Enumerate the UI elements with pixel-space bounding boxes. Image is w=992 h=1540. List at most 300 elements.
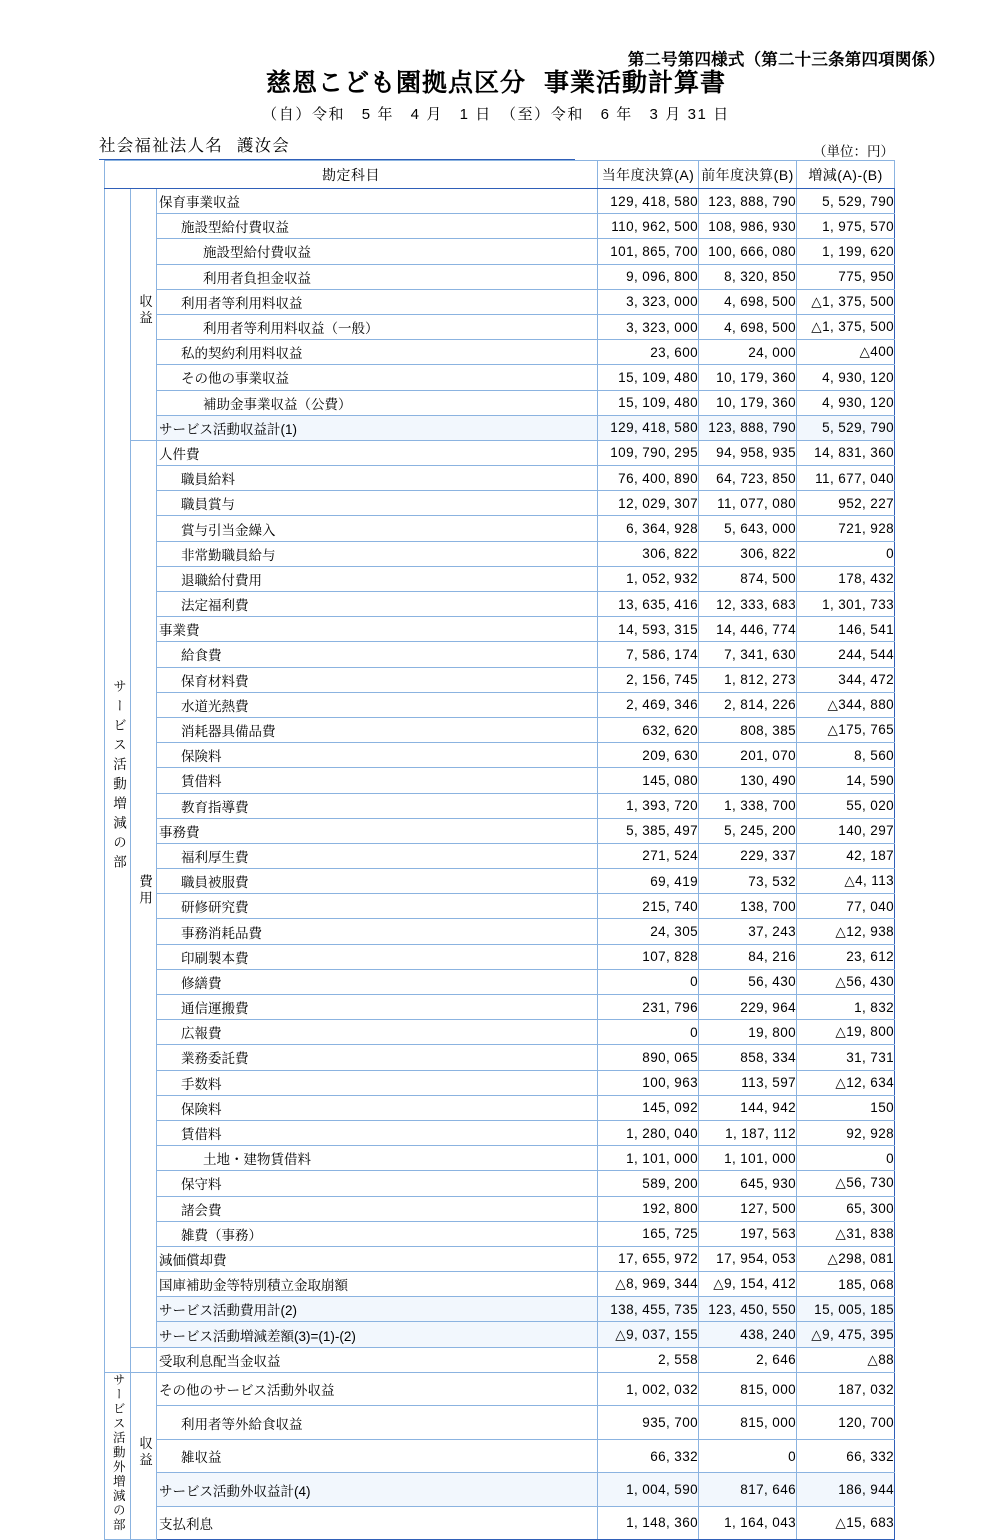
corporation-name: 護汝会 xyxy=(236,137,291,155)
amount-diff: 92, 928 xyxy=(797,1120,895,1145)
account-name: その他のサービス活動外収益 xyxy=(159,1383,335,1399)
account-name: 保険料 xyxy=(181,1101,222,1117)
amount-diff: 150 xyxy=(797,1095,895,1120)
account-name-cell xyxy=(157,692,598,717)
amount-diff: △344, 880 xyxy=(797,692,895,717)
amount-diff: 8, 560 xyxy=(797,743,895,768)
account-name: 事務費 xyxy=(159,824,200,840)
amount-current: 0 xyxy=(598,1020,699,1045)
amount-diff: △9, 475, 395 xyxy=(797,1322,895,1347)
account-name: 事業費 xyxy=(159,623,200,639)
account-name: 利用者等利用料収益 xyxy=(181,295,303,311)
amount-diff: 721, 928 xyxy=(797,516,895,541)
account-name: 利用者等利用料収益（一般） xyxy=(203,321,379,337)
amount-diff: △12, 634 xyxy=(797,1070,895,1095)
amount-diff: △12, 938 xyxy=(797,919,895,944)
table-row xyxy=(105,944,895,969)
account-name-cell xyxy=(157,1322,598,1347)
amount-diff: △19, 800 xyxy=(797,1020,895,1045)
table-row xyxy=(105,1196,895,1221)
amount-current: 69, 419 xyxy=(598,869,699,894)
amount-previous: 2, 646 xyxy=(699,1347,797,1372)
group-label-revenue xyxy=(131,189,157,441)
account-name-cell xyxy=(157,617,598,642)
table-row xyxy=(105,894,895,919)
amount-current: 145, 080 xyxy=(598,768,699,793)
account-name-cell xyxy=(157,869,598,894)
account-name-cell xyxy=(157,440,598,465)
amount-diff: 5, 529, 790 xyxy=(797,415,895,440)
account-name: 国庫補助金等特別積立金取崩額 xyxy=(159,1278,348,1294)
amount-diff: △1, 375, 500 xyxy=(797,314,895,339)
amount-previous: 108, 986, 930 xyxy=(699,214,797,239)
account-name: 水道光熱費 xyxy=(181,698,249,714)
amount-current: 17, 655, 972 xyxy=(598,1246,699,1271)
amount-previous: 24, 000 xyxy=(699,340,797,365)
account-name: サービス活動収益計(1) xyxy=(159,421,297,437)
amount-current: 209, 630 xyxy=(598,743,699,768)
section-label-service-text: サービス活動増減の部 xyxy=(110,679,126,875)
amount-diff: 14, 831, 360 xyxy=(797,440,895,465)
account-name: 人件費 xyxy=(159,446,200,462)
amount-previous: 8, 320, 850 xyxy=(699,264,797,289)
account-name-cell xyxy=(157,491,598,516)
amount-current: 2, 469, 346 xyxy=(598,692,699,717)
amount-current: 0 xyxy=(598,969,699,994)
column-header-current: 当年度決算(A) xyxy=(598,161,699,189)
amount-previous: 874, 500 xyxy=(699,566,797,591)
amount-previous: 123, 450, 550 xyxy=(699,1297,797,1322)
account-name: 職員被服費 xyxy=(181,875,249,891)
amount-current: 12, 029, 307 xyxy=(598,491,699,516)
account-name-cell xyxy=(157,1347,598,1372)
account-name: 雑費（事務） xyxy=(181,1227,262,1243)
column-header-account: 勘定科目 xyxy=(105,161,598,189)
amount-diff: 77, 040 xyxy=(797,894,895,919)
account-name: 福利厚生費 xyxy=(181,849,249,865)
amount-current: 110, 962, 500 xyxy=(598,214,699,239)
amount-previous: 438, 240 xyxy=(699,1322,797,1347)
account-name: 非常勤職員給与 xyxy=(181,547,276,563)
account-name-cell xyxy=(157,516,598,541)
amount-previous: 1, 812, 273 xyxy=(699,667,797,692)
amount-diff: 775, 950 xyxy=(797,264,895,289)
amount-previous: 817, 646 xyxy=(699,1473,797,1506)
amount-previous: 138, 700 xyxy=(699,894,797,919)
amount-current: 13, 635, 416 xyxy=(598,592,699,617)
account-name: 賃借料 xyxy=(181,1127,222,1143)
amount-current: 66, 332 xyxy=(598,1439,699,1472)
table-row xyxy=(105,1473,895,1506)
account-name-cell xyxy=(157,944,598,969)
group-label-revenue-nonservice xyxy=(131,1372,157,1539)
amount-previous: 123, 888, 790 xyxy=(699,415,797,440)
account-name: 事務消耗品費 xyxy=(181,925,262,941)
table-row xyxy=(105,1246,895,1271)
amount-diff: △175, 765 xyxy=(797,717,895,742)
account-name-cell xyxy=(157,541,598,566)
account-name-cell xyxy=(157,995,598,1020)
financial-statement-table-wrap xyxy=(104,160,894,1540)
amount-current: 2, 156, 745 xyxy=(598,667,699,692)
amount-previous: 1, 164, 043 xyxy=(699,1506,797,1539)
account-name: 保守料 xyxy=(181,1177,222,1193)
amount-previous: 17, 954, 053 xyxy=(699,1246,797,1271)
amount-diff: 140, 297 xyxy=(797,818,895,843)
account-name-cell xyxy=(157,1506,598,1539)
table-row xyxy=(105,239,895,264)
table-row xyxy=(105,440,895,465)
amount-diff: △1, 375, 500 xyxy=(797,289,895,314)
unit-note: （単位：円） xyxy=(813,144,894,159)
amount-previous: 645, 930 xyxy=(699,1171,797,1196)
amount-diff: 952, 227 xyxy=(797,491,895,516)
amount-diff: 31, 731 xyxy=(797,1045,895,1070)
amount-current: 76, 400, 890 xyxy=(598,466,699,491)
amount-diff: △56, 430 xyxy=(797,969,895,994)
table-row xyxy=(105,390,895,415)
account-name-cell xyxy=(157,768,598,793)
amount-previous: 808, 385 xyxy=(699,717,797,742)
amount-diff: △298, 081 xyxy=(797,1246,895,1271)
account-name-cell xyxy=(157,667,598,692)
account-name-cell xyxy=(157,1406,598,1439)
column-header-previous: 前年度決算(B) xyxy=(699,161,797,189)
table-row xyxy=(105,667,895,692)
amount-current: 14, 593, 315 xyxy=(598,617,699,642)
amount-previous: 5, 245, 200 xyxy=(699,818,797,843)
account-name: 賃借料 xyxy=(181,774,222,790)
amount-previous: 11, 077, 080 xyxy=(699,491,797,516)
table-row xyxy=(105,1020,895,1045)
amount-current: 1, 004, 590 xyxy=(598,1473,699,1506)
amount-current: 2, 558 xyxy=(598,1347,699,1372)
amount-diff: 187, 032 xyxy=(797,1372,895,1405)
amount-previous: 12, 333, 683 xyxy=(699,592,797,617)
table-row xyxy=(105,214,895,239)
account-name: 印刷製本費 xyxy=(181,950,249,966)
account-name: 補助金事業収益（公費） xyxy=(203,396,352,412)
table-row xyxy=(105,365,895,390)
amount-current: 107, 828 xyxy=(598,944,699,969)
account-name-cell xyxy=(157,365,598,390)
table-row xyxy=(105,995,895,1020)
amount-current: △9, 037, 155 xyxy=(598,1322,699,1347)
table-row xyxy=(105,1347,895,1372)
account-name-cell xyxy=(157,390,598,415)
amount-previous: 4, 698, 500 xyxy=(699,289,797,314)
account-name-cell xyxy=(157,1473,598,1506)
amount-previous: 19, 800 xyxy=(699,1020,797,1045)
amount-current: 100, 963 xyxy=(598,1070,699,1095)
account-name-cell xyxy=(157,843,598,868)
amount-previous: 37, 243 xyxy=(699,919,797,944)
amount-diff: 66, 332 xyxy=(797,1439,895,1472)
account-name: 保育事業収益 xyxy=(159,195,240,211)
account-name-cell xyxy=(157,1439,598,1472)
form-number: 第二号第四様式（第二十三条第四項関係） xyxy=(627,51,945,69)
account-name-cell xyxy=(157,214,598,239)
amount-diff: 55, 020 xyxy=(797,793,895,818)
table-row xyxy=(105,843,895,868)
amount-current: 9, 096, 800 xyxy=(598,264,699,289)
amount-current: 3, 323, 000 xyxy=(598,289,699,314)
column-header-diff: 増減(A)-(B) xyxy=(797,161,895,189)
account-name-cell xyxy=(157,1372,598,1405)
amount-diff: 14, 590 xyxy=(797,768,895,793)
table-row xyxy=(105,1297,895,1322)
amount-diff: 15, 005, 185 xyxy=(797,1297,895,1322)
amount-previous: 815, 000 xyxy=(699,1406,797,1439)
amount-previous: 10, 179, 360 xyxy=(699,390,797,415)
account-name-cell xyxy=(157,415,598,440)
amount-diff: 120, 700 xyxy=(797,1406,895,1439)
amount-current: 890, 065 xyxy=(598,1045,699,1070)
financial-statement-table xyxy=(104,160,895,1540)
account-name-cell xyxy=(157,189,598,214)
amount-current: 3, 323, 000 xyxy=(598,314,699,339)
amount-diff: 186, 944 xyxy=(797,1473,895,1506)
account-name-cell xyxy=(157,1171,598,1196)
amount-current: 1, 101, 000 xyxy=(598,1146,699,1171)
amount-current: 1, 280, 040 xyxy=(598,1120,699,1145)
amount-diff: △4, 113 xyxy=(797,869,895,894)
table-row xyxy=(105,1171,895,1196)
amount-current: 231, 796 xyxy=(598,995,699,1020)
amount-diff: 244, 544 xyxy=(797,642,895,667)
account-name-cell xyxy=(157,592,598,617)
amount-current: 145, 092 xyxy=(598,1095,699,1120)
amount-current: 6, 364, 928 xyxy=(598,516,699,541)
table-row xyxy=(105,592,895,617)
amount-diff: 23, 612 xyxy=(797,944,895,969)
amount-previous: 858, 334 xyxy=(699,1045,797,1070)
amount-current: 109, 790, 295 xyxy=(598,440,699,465)
amount-previous: 64, 723, 850 xyxy=(699,466,797,491)
amount-previous: 84, 216 xyxy=(699,944,797,969)
section-label-nonservice-text: サービス活動外増減の部 xyxy=(111,1372,126,1533)
amount-previous: 144, 942 xyxy=(699,1095,797,1120)
account-name: 土地・建物賃借料 xyxy=(203,1152,311,1168)
table-row xyxy=(105,617,895,642)
amount-current: 1, 002, 032 xyxy=(598,1372,699,1405)
account-name: 利用者負担金収益 xyxy=(203,270,311,286)
amount-previous: 201, 070 xyxy=(699,743,797,768)
account-name: 施設型給付費収益 xyxy=(181,220,289,236)
amount-previous: 1, 101, 000 xyxy=(699,1146,797,1171)
account-name-cell xyxy=(157,642,598,667)
amount-previous: 4, 698, 500 xyxy=(699,314,797,339)
table-row xyxy=(105,1095,895,1120)
account-name-cell xyxy=(157,1070,598,1095)
amount-diff: 146, 541 xyxy=(797,617,895,642)
account-name-cell xyxy=(157,1120,598,1145)
account-name: 雑収益 xyxy=(181,1450,222,1466)
table-row xyxy=(105,1439,895,1472)
section-label-nonservice xyxy=(105,1372,131,1539)
amount-diff: 1, 199, 620 xyxy=(797,239,895,264)
amount-previous: 56, 430 xyxy=(699,969,797,994)
table-row xyxy=(105,1506,895,1539)
amount-previous: 1, 338, 700 xyxy=(699,793,797,818)
group-label-expense-text: 費用 xyxy=(136,873,152,907)
group-label-expense xyxy=(131,440,157,1347)
account-name: その他の事業収益 xyxy=(181,371,289,387)
table-row xyxy=(105,1146,895,1171)
account-name: 受取利息配当金収益 xyxy=(159,1353,281,1369)
amount-diff: 5, 529, 790 xyxy=(797,189,895,214)
table-row xyxy=(105,1272,895,1297)
amount-current: 23, 600 xyxy=(598,340,699,365)
amount-current: 215, 740 xyxy=(598,894,699,919)
account-name: 職員給料 xyxy=(181,472,235,488)
amount-previous: △9, 154, 412 xyxy=(699,1272,797,1297)
account-name: 広報費 xyxy=(181,1026,222,1042)
table-row xyxy=(105,768,895,793)
amount-diff: △88 xyxy=(797,1347,895,1372)
group-label-revenue-text: 収益 xyxy=(136,294,152,328)
table-row xyxy=(105,289,895,314)
amount-current: 271, 524 xyxy=(598,843,699,868)
account-name: サービス活動外収益計(4) xyxy=(159,1483,311,1499)
amount-diff: 4, 930, 120 xyxy=(797,365,895,390)
account-name: 消耗器具備品費 xyxy=(181,724,276,740)
amount-current: 24, 305 xyxy=(598,919,699,944)
corporation-label: 社会福祉法人名 xyxy=(99,137,223,155)
table-row xyxy=(105,869,895,894)
account-name: 研修研究費 xyxy=(181,900,249,916)
amount-previous: 7, 341, 630 xyxy=(699,642,797,667)
amount-current: 632, 620 xyxy=(598,717,699,742)
table-row xyxy=(105,340,895,365)
account-name-cell xyxy=(157,1095,598,1120)
amount-previous: 1, 187, 112 xyxy=(699,1120,797,1145)
amount-previous: 0 xyxy=(699,1439,797,1472)
amount-diff: 4, 930, 120 xyxy=(797,390,895,415)
account-name: 支払利息 xyxy=(159,1516,213,1532)
table-row xyxy=(105,1372,895,1405)
amount-previous: 815, 000 xyxy=(699,1372,797,1405)
amount-current: 589, 200 xyxy=(598,1171,699,1196)
table-row xyxy=(105,516,895,541)
amount-diff: 1, 832 xyxy=(797,995,895,1020)
account-name-cell xyxy=(157,340,598,365)
amount-current: 15, 109, 480 xyxy=(598,390,699,415)
account-name-cell xyxy=(157,717,598,742)
account-name: 手数料 xyxy=(181,1076,222,1092)
account-name-cell xyxy=(157,1045,598,1070)
account-name: 利用者等外給食収益 xyxy=(181,1416,303,1432)
table-row xyxy=(105,793,895,818)
amount-current: 935, 700 xyxy=(598,1406,699,1439)
account-name-cell xyxy=(157,239,598,264)
group-label-revenue-nonservice-text: 収益 xyxy=(136,1436,152,1470)
table-row xyxy=(105,541,895,566)
amount-diff: 0 xyxy=(797,541,895,566)
table-row xyxy=(105,743,895,768)
account-name-cell xyxy=(157,264,598,289)
amount-previous: 10, 179, 360 xyxy=(699,365,797,390)
account-name: 私的契約利用料収益 xyxy=(181,346,303,362)
amount-diff: 42, 187 xyxy=(797,843,895,868)
table-row xyxy=(105,818,895,843)
amount-diff: 344, 472 xyxy=(797,667,895,692)
amount-previous: 14, 446, 774 xyxy=(699,617,797,642)
table-row xyxy=(105,1120,895,1145)
amount-previous: 306, 822 xyxy=(699,541,797,566)
table-row xyxy=(105,189,895,214)
amount-current: 129, 418, 580 xyxy=(598,415,699,440)
amount-diff: 11, 677, 040 xyxy=(797,466,895,491)
amount-diff: 185, 068 xyxy=(797,1272,895,1297)
amount-previous: 100, 666, 080 xyxy=(699,239,797,264)
table-row xyxy=(105,1070,895,1095)
table-row xyxy=(105,1221,895,1246)
table-row xyxy=(105,1322,895,1347)
account-name-cell xyxy=(157,1246,598,1271)
account-name-cell xyxy=(157,1272,598,1297)
table-row xyxy=(105,1045,895,1070)
amount-current: 306, 822 xyxy=(598,541,699,566)
amount-current: 1, 052, 932 xyxy=(598,566,699,591)
account-name: 教育指導費 xyxy=(181,799,249,815)
amount-current: 1, 148, 360 xyxy=(598,1506,699,1539)
table-row xyxy=(105,491,895,516)
amount-diff: 65, 300 xyxy=(797,1196,895,1221)
account-name: 保育材料費 xyxy=(181,673,249,689)
account-name: 保険料 xyxy=(181,749,222,765)
table-row xyxy=(105,314,895,339)
amount-previous: 197, 563 xyxy=(699,1221,797,1246)
account-name-cell xyxy=(157,1297,598,1322)
account-name-cell xyxy=(157,1221,598,1246)
table-row xyxy=(105,1406,895,1439)
table-body xyxy=(105,161,895,1540)
account-name-cell xyxy=(157,818,598,843)
title-left: 慈恩こども園拠点区分 xyxy=(265,69,526,97)
table-row xyxy=(105,415,895,440)
amount-diff: 1, 301, 733 xyxy=(797,592,895,617)
account-name: 修繕費 xyxy=(181,975,222,991)
amount-current: 129, 418, 580 xyxy=(598,189,699,214)
amount-previous: 113, 597 xyxy=(699,1070,797,1095)
period-range: （自）令和 5 年 4 月 1 日 （至）令和 6 年 3 月 31 日 xyxy=(262,106,730,123)
amount-current: 138, 455, 735 xyxy=(598,1297,699,1322)
account-name-cell xyxy=(157,969,598,994)
account-name: 業務委託費 xyxy=(181,1051,249,1067)
amount-diff: 1, 975, 570 xyxy=(797,214,895,239)
amount-current: 7, 586, 174 xyxy=(598,642,699,667)
table-row xyxy=(105,692,895,717)
amount-diff: 0 xyxy=(797,1146,895,1171)
amount-diff: 178, 432 xyxy=(797,566,895,591)
table-row xyxy=(105,264,895,289)
table-row xyxy=(105,919,895,944)
section-label-service xyxy=(105,189,131,1373)
account-name: 諸会費 xyxy=(181,1202,222,1218)
account-name: 法定福利費 xyxy=(181,598,249,614)
account-name-cell xyxy=(157,919,598,944)
amount-previous: 229, 337 xyxy=(699,843,797,868)
amount-current: 5, 385, 497 xyxy=(598,818,699,843)
table-row xyxy=(105,466,895,491)
account-name-cell xyxy=(157,314,598,339)
title-right: 事業活動計算書 xyxy=(544,69,727,97)
amount-previous: 73, 532 xyxy=(699,869,797,894)
table-row xyxy=(105,566,895,591)
amount-current: 192, 800 xyxy=(598,1196,699,1221)
amount-diff: △31, 838 xyxy=(797,1221,895,1246)
